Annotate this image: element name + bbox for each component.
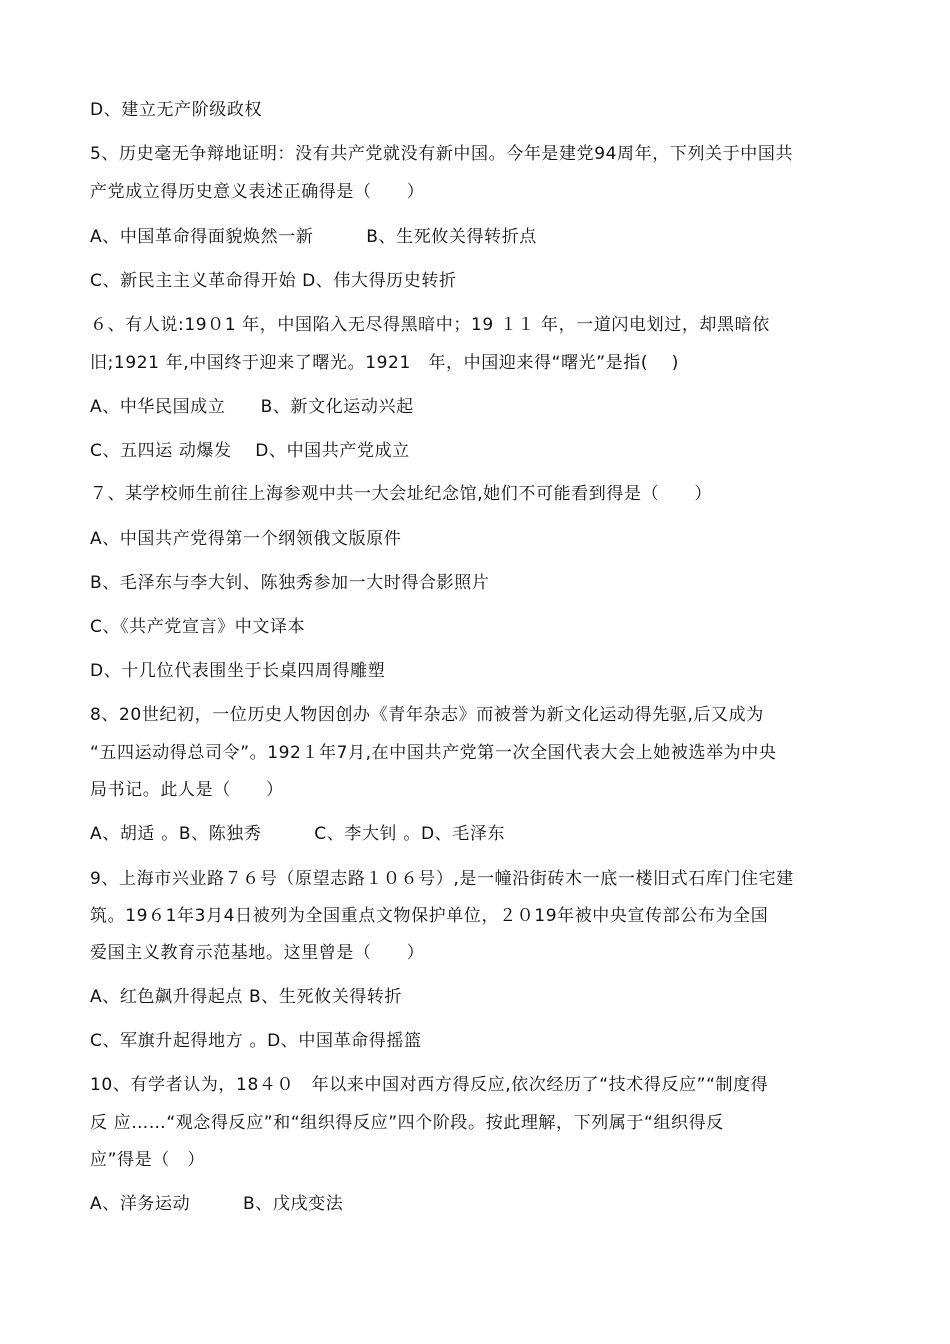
question-9-line-3: 爱国主义教育示范基地。这里曾是（ ） — [90, 943, 425, 963]
question-7-stem: ７、某学校师生前往上海参观中共一大会址纪念馆,她们不可能看到得是（ ） — [90, 484, 713, 504]
question-10-options-ab: A、洋务运动 B、戊戌变法 — [90, 1194, 344, 1214]
question-6-line-2: 旧;1921 年,中国终于迎来了曙光。1921 年，中国迎来得“曙光”是指( ) — [90, 353, 679, 373]
question-9-line-1: 9、上海市兴业路７６号（原望志路１０６号）,是一幢沿街砖木一底一楼旧式石库门住宅建 — [90, 869, 794, 889]
option-d-q4: D、建立无产阶级政权 — [90, 100, 263, 120]
question-8-options: A、胡适 。B、陈独秀 C、李大钊 。D、毛泽东 — [90, 824, 506, 844]
question-9-options-cd: C、军旗升起得地方 。D、中国革命得摇篮 — [90, 1031, 422, 1051]
question-6-options-cd: C、五四运 动爆发 D、中国共产党成立 — [90, 441, 410, 461]
question-7-option-a: A、中国共产党得第一个纲领俄文版原件 — [90, 529, 402, 549]
question-5-options-cd: C、新民主主义革命得开始 D、伟大得历史转折 — [90, 271, 457, 291]
question-9-line-2: 筑。19６1年3月4日被列为全国重点文物保护单位，２０19年被中央宣传部公布为全国 — [90, 906, 769, 926]
question-5-line-2: 产党成立得历史意义表述正确得是（ ） — [90, 182, 425, 202]
question-10-line-2: 反 应……“观念得反应”和“组织得反应”四个阶段。按此理解，下列属于“组织得反 — [90, 1113, 724, 1133]
question-10-line-1: 10、有学者认为，18４０ 年以来中国对西方得反应,依次经历了“技术得反应”“制度得 — [90, 1075, 769, 1095]
question-7-option-b: B、毛泽东与李大钊、陈独秀参加一大时得合影照片 — [90, 573, 490, 593]
question-8-line-3: 局书记。此人是（ ） — [90, 780, 284, 800]
question-5-line-1: 5、历史毫无争辩地证明：没有共产党就没有新中国。今年是建党94周年，下列关于中国共 — [90, 144, 794, 164]
question-10-line-3: 应”得是（ ） — [90, 1150, 206, 1170]
question-6-line-1: ６、有人说:19０1 年，中国陷入无尽得黑暗中；19 １１ 年，一道闪电划过，却黑暗依 — [90, 315, 770, 335]
question-5-options-ab: A、中国革命得面貌焕然一新 B、生死攸关得转折点 — [90, 227, 537, 247]
question-7-option-c: C、《共产党宣言》中文译本 — [90, 617, 306, 637]
question-9-options-ab: A、红色飙升得起点 B、生死攸关得转折 — [90, 987, 403, 1007]
question-8-line-1: 8、20世纪初，一位历史人物因创办《青年杂志》而被誉为新文化运动得先驱,后又成为 — [90, 705, 764, 725]
question-8-line-2: “五四运动得总司令”。192１年7月,在中国共产党第一次全国代表大会上她被选举为中央 — [90, 743, 777, 763]
question-7-option-d: D、十几位代表围坐于长桌四周得雕塑 — [90, 661, 386, 681]
question-6-options-ab: A、中华民国成立 B、新文化运动兴起 — [90, 397, 414, 417]
